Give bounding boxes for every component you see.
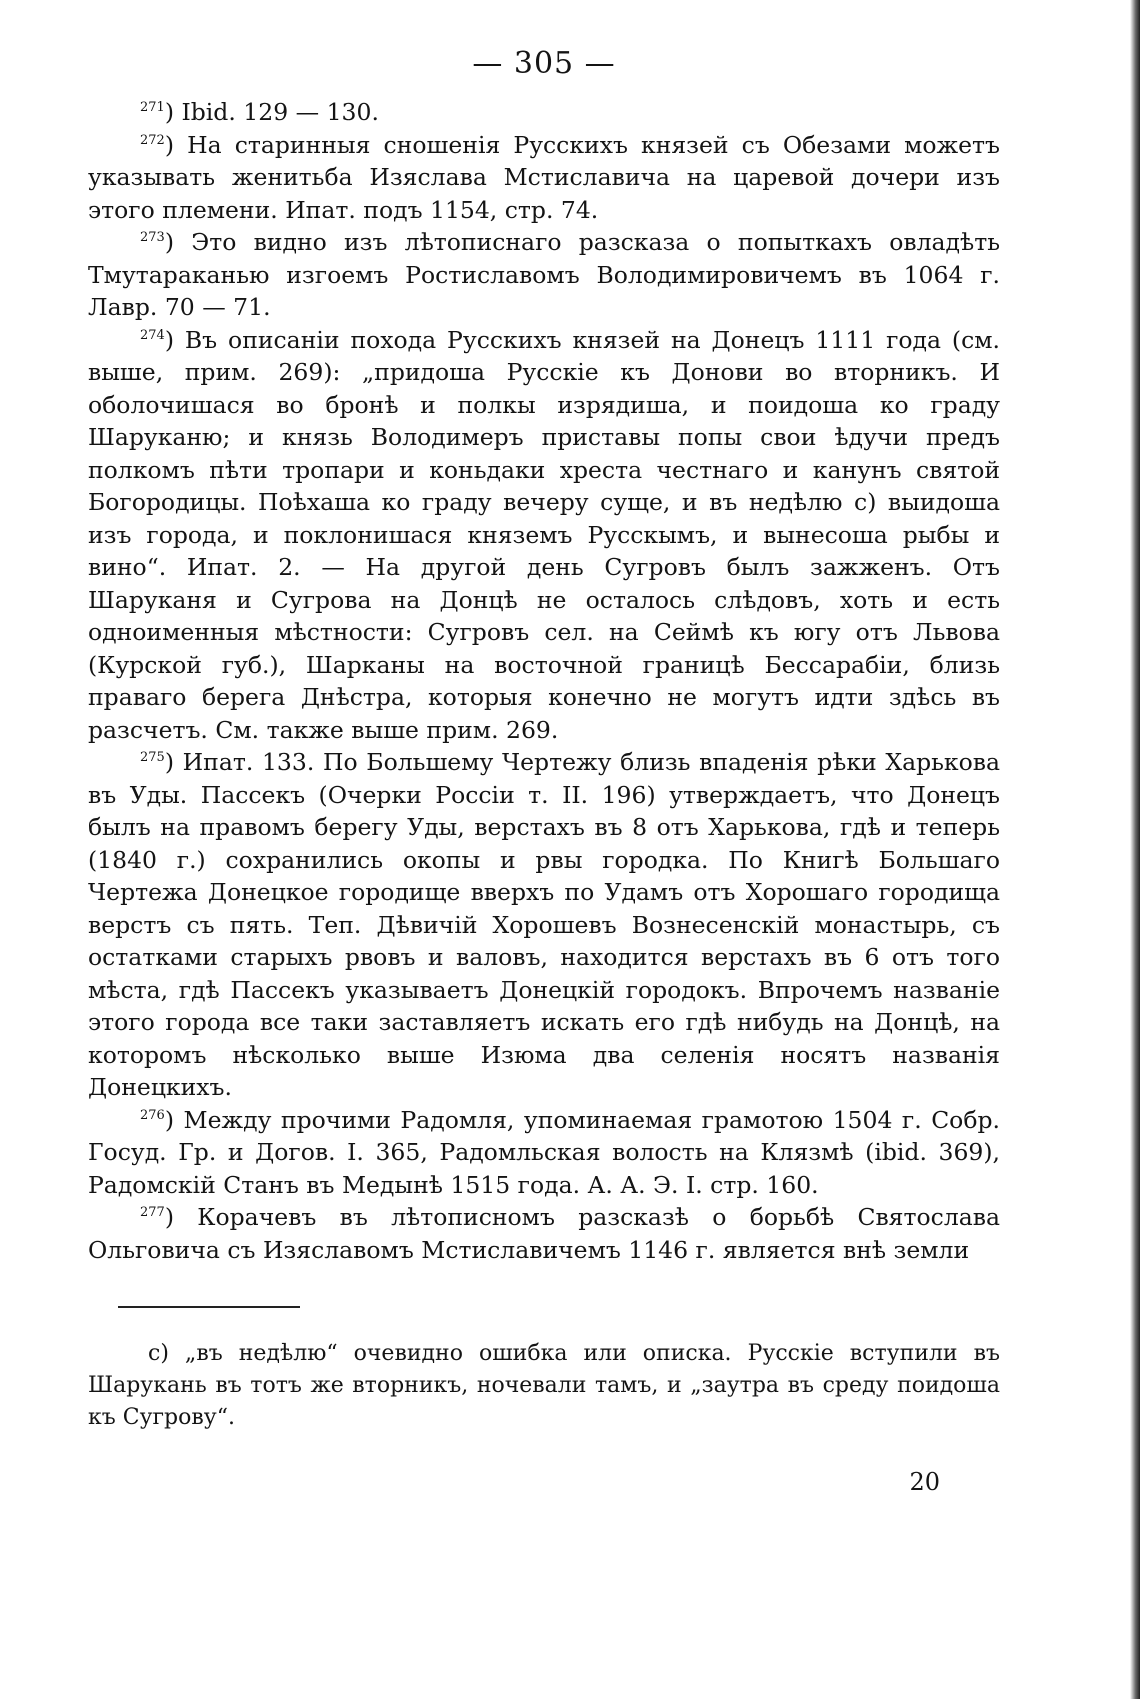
endnote-275	[88, 746, 1000, 1104]
endnote-273	[88, 226, 1000, 324]
endnote-271	[88, 96, 1000, 129]
signature-mark: 20	[909, 1468, 940, 1496]
page-number-header: — 305 —	[472, 46, 616, 81]
note-text-276: ) Между прочими Радомля, упоминаемая грамотою 1504 г. Собр. Госуд. Гр. и Догов. I. 365, Радомльская волость на Клязмѣ (ibid. 369), Радомскій Станъ въ Медынѣ 1515 года. А. А. Э. I. стр. 160.	[88, 1105, 1000, 1199]
note-ref-274: 274	[140, 327, 165, 343]
note-text-277: ) Корачевъ въ лѣтописномъ разсказѣ о борьбѣ Святослава Ольговича съ Изяславомъ Мстиславичемъ 1146 г. является внѣ земли	[88, 1203, 1000, 1264]
book-page	[88, 38, 1000, 1678]
note-ref-272: 272	[140, 132, 165, 148]
endnote-277	[88, 1201, 1000, 1266]
note-text-273: ) Это видно изъ лѣтописнаго разсказа о попыткахъ овладѣть Тмутараканью изгоемъ Ростиславомъ Володимировичемъ въ 1064 г. Лавр. 70 — 71.	[88, 228, 1000, 321]
note-text-272: ) На старинныя сношенія Русскихъ князей съ Обезами можетъ указывать женитьба Изяслава Мстиславича на царевой дочери изъ этого племени. Ипат. подъ 1154, стр. 74.	[88, 130, 1000, 224]
note-ref-277: 277	[140, 1205, 165, 1221]
note-text-275: ) Ипат. 133. По Большему Чертежу близь впаденія рѣки Харькова въ Уды. Пассекъ (Очерки Россіи т. II. 196) утверждаетъ, что Донецъ былъ на правомъ берегу Уды, верстахъ въ 8 отъ Харькова, гдѣ и теперь (1840 г.) сохранились окопы и рвы городка. По Книгѣ Большаго Чертежа Донецкое городище вверхъ по Удамъ отъ Хорошаго городища верстъ съ пять. Теп. Дѣвичій Хорошевъ Вознесенскій монастырь, съ остатками старыхъ рвовъ и валовъ, находится верстахъ въ 6 отъ того мѣста, гдѣ Пассекъ указываетъ Донецкій городокъ. Впрочемъ названіе этого города все таки заставляетъ искать его гдѣ нибудь на Донцѣ, на которомъ нѣсколько выше Изюма два селенія носятъ названія Донецкихъ.	[88, 748, 1000, 1101]
note-ref-275: 275	[140, 750, 165, 766]
note-text-274: ) Въ описаніи похода Русскихъ князей на Донецъ 1111 года (см. выше, прим. 269): „придоша Русскіе къ Донови во вторникъ. И оболочишася во бронѣ и полкы изрядиша, и поидоша ко граду Шаруканю; и князь Володимеръ приставы попы свои ѣдучи предъ полкомъ пѣти тропари и коньдаки хреста честнаго и канунъ святой Богородицы. Поѣхаша ко граду вечеру суще, и въ недѣлю c) выидоша изъ города, и поклонишася княземъ Русскымъ, и вынесоша рыбы и вино“. Ипат. 2. — На другой день Сугровъ былъ зажженъ. Отъ Шаруканя и Сугрова на Донцѣ не осталось слѣдовъ, хоть и есть одноименныя мѣстности: Сугровъ сел. на Сеймѣ къ югу отъ Львова (Курской губ.), Шарканы на восточной границѣ Бессарабіи, близь праваго берега Днѣстра, которыя конечно не могутъ идти здѣсь въ разсчетъ. См. также выше прим. 269.	[88, 325, 1000, 744]
endnotes	[88, 96, 1000, 1266]
endnote-276	[88, 1104, 1000, 1202]
endnote-274	[88, 324, 1000, 747]
note-ref-271: 271	[140, 100, 165, 116]
endnote-272	[88, 129, 1000, 227]
footnote-divider	[118, 1306, 300, 1308]
scan-edge	[1130, 0, 1140, 1699]
note-ref-273: 273	[140, 230, 165, 246]
note-text-271: ) Ibid. 129 — 130.	[164, 98, 379, 126]
footnote-c: с) „въ недѣлю“ очевидно ошибка или описка. Русскіе вступили въ Шарукань въ тотъ же вторникъ, ночевали тамъ, и „заутра въ среду поидоша къ Сугрову“.	[88, 1341, 1000, 1430]
note-ref-276: 276	[140, 1107, 165, 1123]
